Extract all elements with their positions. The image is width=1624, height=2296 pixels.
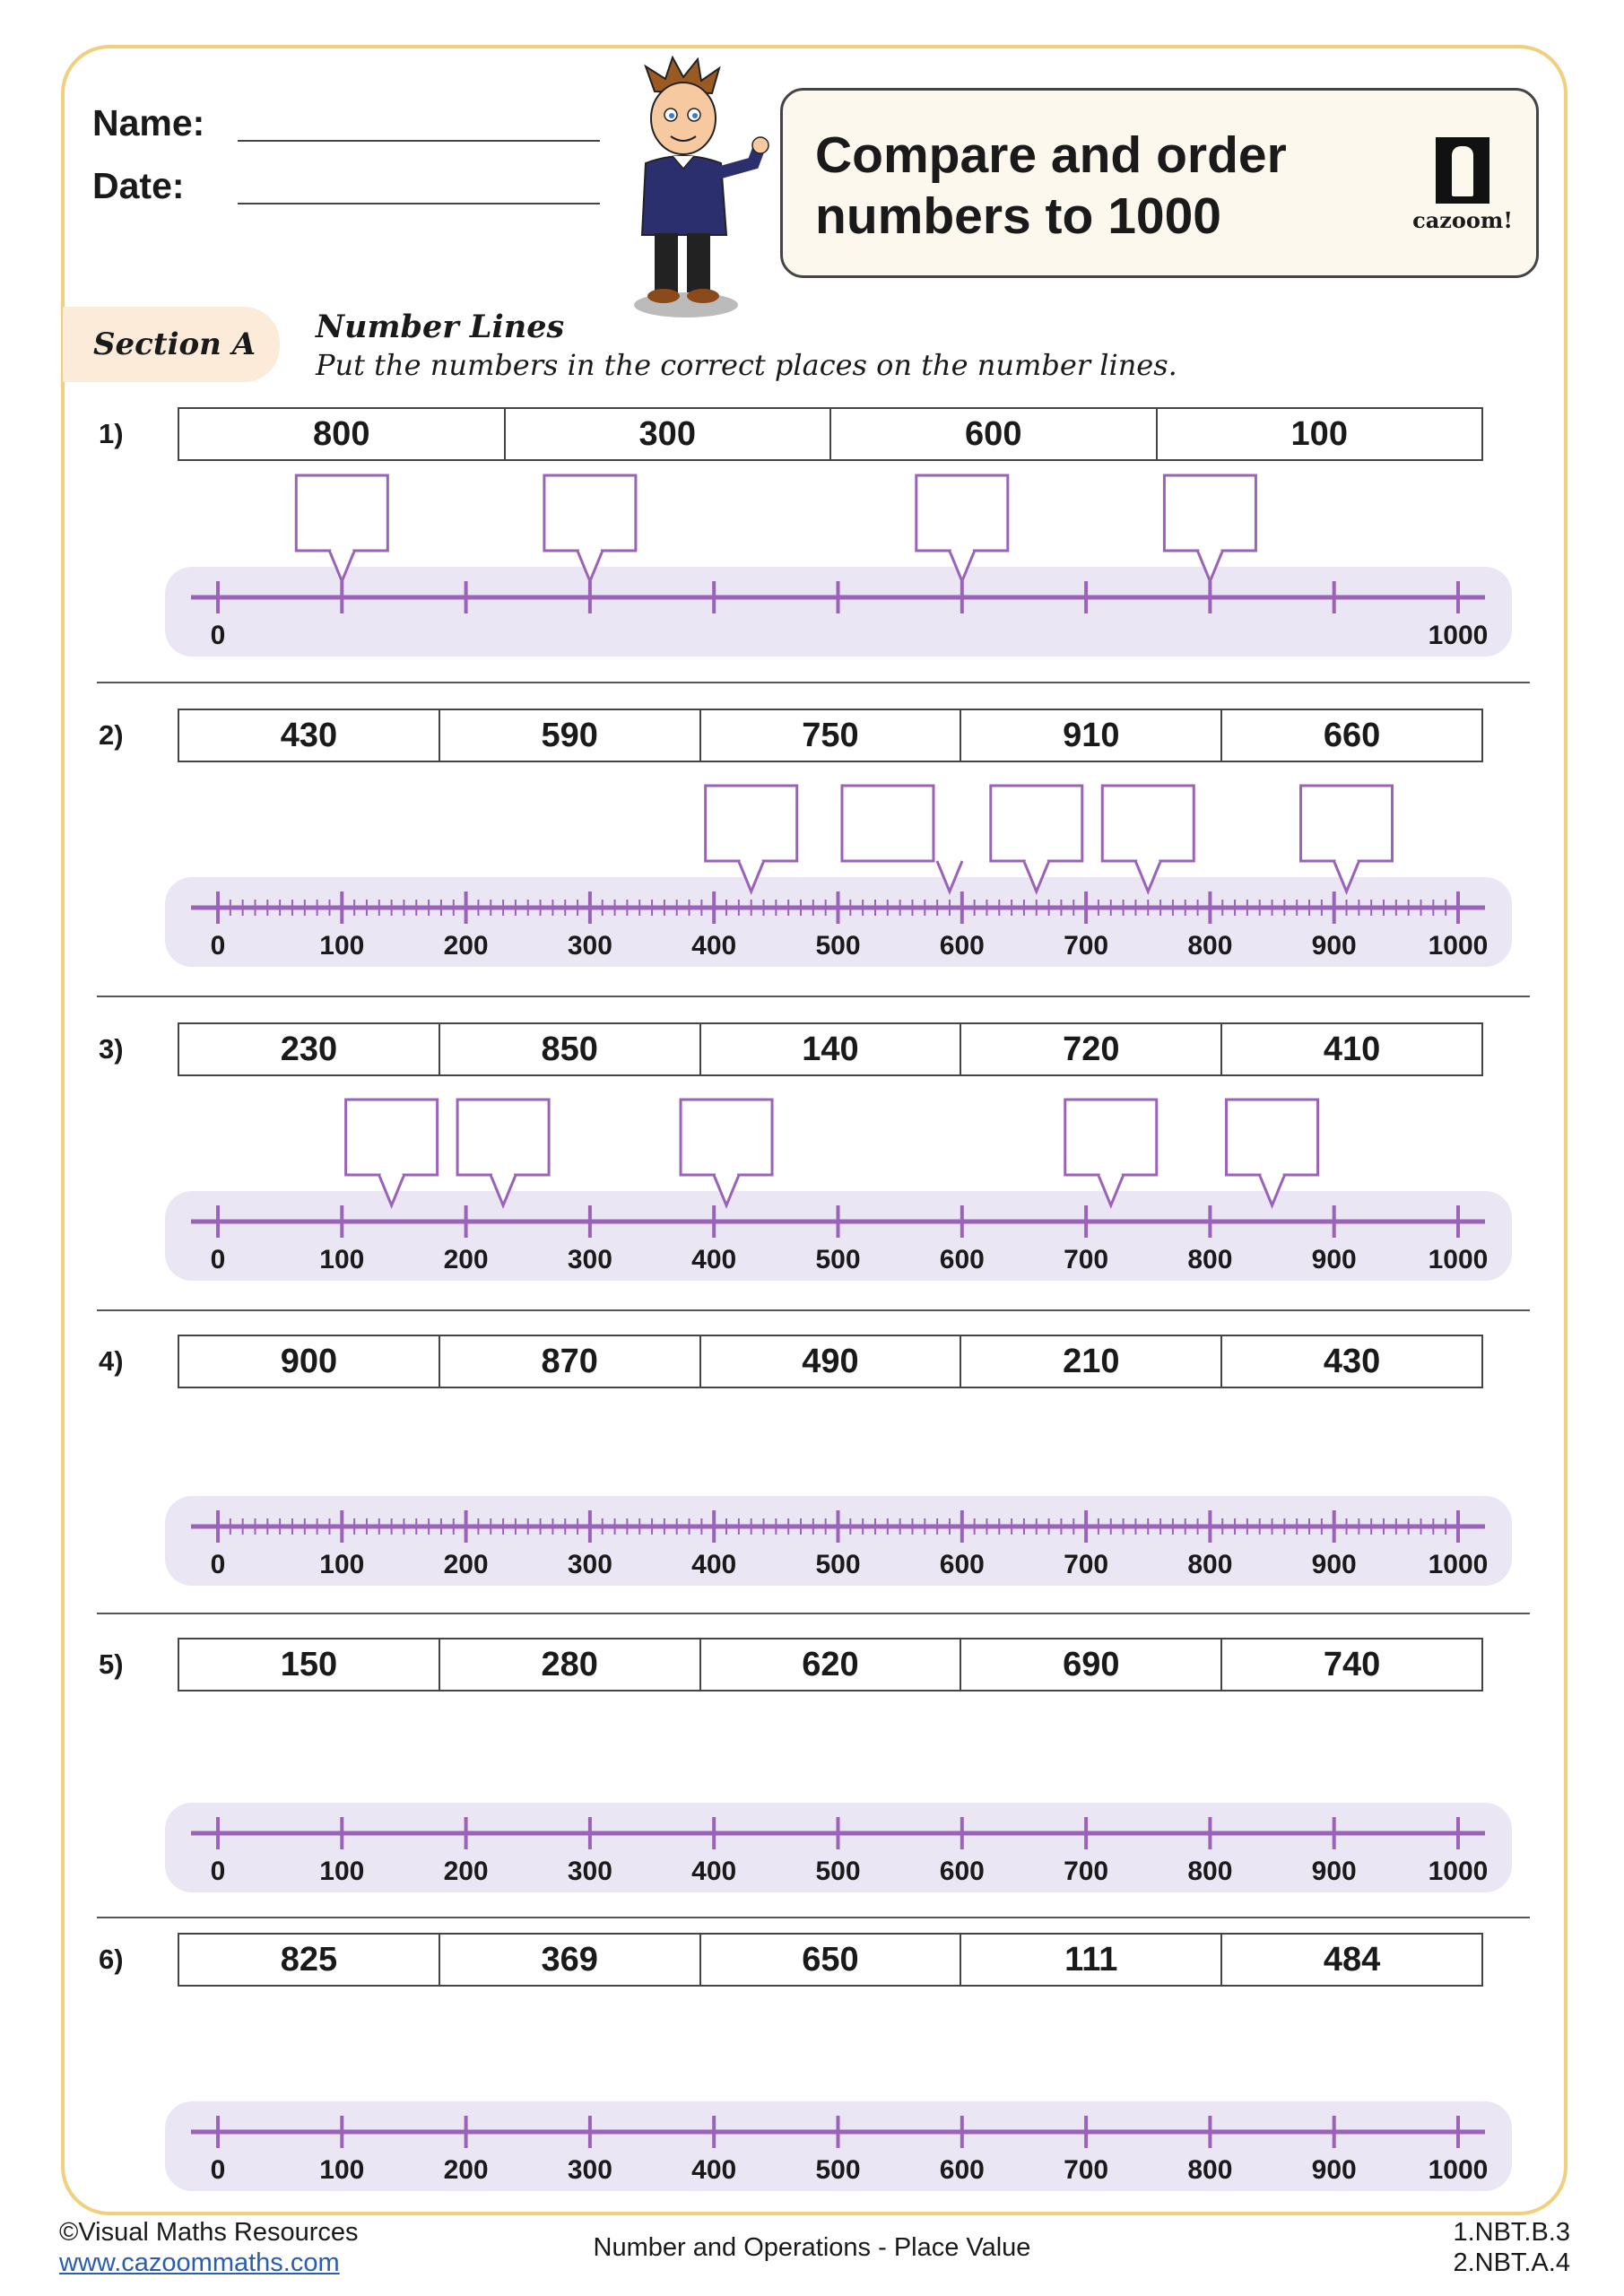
number-cell: 430 [179, 710, 440, 761]
question-number: 3) [99, 1033, 124, 1065]
website-link[interactable]: www.cazoommaths.com [59, 2248, 340, 2277]
tick-label: 700 [1064, 931, 1109, 961]
tick-label: 400 [691, 1245, 737, 1274]
number-cell: 825 [179, 1935, 440, 1985]
tick-label: 300 [567, 931, 612, 961]
number-cell: 720 [961, 1024, 1222, 1074]
answer-callout[interactable] [991, 786, 1082, 891]
question-divider [97, 1917, 1530, 1918]
tick-label: 1000 [1428, 1550, 1489, 1579]
number-cell: 600 [831, 409, 1158, 459]
tick-label: 700 [1064, 1245, 1109, 1274]
tick-label: 300 [567, 1245, 612, 1274]
tick-label: 800 [1187, 1245, 1233, 1274]
tick-label: 700 [1064, 2155, 1109, 2185]
tick-label: 600 [939, 2155, 985, 2185]
cazoom-logo [1409, 137, 1516, 233]
answer-callout[interactable] [457, 1100, 549, 1205]
answer-callout[interactable] [916, 475, 1008, 581]
tick-label: 300 [567, 2155, 612, 2185]
number-cell: 230 [179, 1024, 440, 1074]
number-row [178, 1335, 1483, 1388]
tick-label: 0 [210, 621, 226, 650]
section-instruction: Put the numbers in the correct places on the number lines. [316, 348, 1177, 382]
number-row [178, 709, 1483, 762]
number-cell: 900 [179, 1336, 440, 1387]
number-cell: 910 [961, 710, 1222, 761]
question-divider [97, 1613, 1530, 1614]
tick-label: 0 [210, 931, 226, 961]
tick-label: 500 [815, 2155, 861, 2185]
tick-label: 900 [1311, 931, 1357, 961]
name-field[interactable] [238, 140, 600, 142]
question-number: 6) [99, 1944, 124, 1975]
tick-label: 1000 [1428, 621, 1489, 650]
tick-label: 200 [443, 931, 489, 961]
number-cell: 410 [1323, 1030, 1381, 1068]
number-cell: 620 [701, 1639, 962, 1690]
number-line [0, 773, 1624, 970]
answer-callout[interactable] [1227, 1100, 1318, 1205]
number-cell: 100 [1290, 414, 1348, 453]
number-line [0, 1699, 1624, 1896]
number-cell: 210 [961, 1336, 1222, 1387]
tick-label: 700 [1064, 1550, 1109, 1579]
number-cell: 870 [440, 1336, 701, 1387]
number-cell: 650 [701, 1935, 962, 1985]
tick-label: 500 [815, 1857, 861, 1886]
tick-label: 0 [210, 1245, 226, 1274]
tick-label: 100 [319, 1245, 365, 1274]
tick-label: 0 [210, 1550, 226, 1579]
number-row [178, 1638, 1483, 1692]
tick-label: 800 [1187, 2155, 1233, 2185]
number-cell: 300 [506, 409, 832, 459]
tick-label: 1000 [1428, 931, 1489, 961]
number-line [0, 463, 1624, 660]
answer-callout[interactable] [346, 1100, 438, 1205]
tick-label: 800 [1187, 931, 1233, 961]
tick-label: 600 [939, 1245, 985, 1274]
number-line [0, 1087, 1624, 1284]
number-cell: 111 [961, 1935, 1222, 1985]
tick-label: 0 [210, 1857, 226, 1886]
number-row [178, 1022, 1483, 1076]
section-heading: Number Lines [316, 309, 565, 345]
number-cell: 750 [701, 710, 962, 761]
answer-callout[interactable] [296, 475, 387, 581]
logo-icon [1436, 137, 1489, 204]
tick-label: 500 [815, 1245, 861, 1274]
answer-callout[interactable] [842, 786, 962, 891]
tick-label: 800 [1187, 1550, 1233, 1579]
answer-callout[interactable] [544, 475, 636, 581]
tick-label: 1000 [1428, 1857, 1489, 1886]
tick-label: 400 [691, 931, 737, 961]
answer-callout[interactable] [1301, 786, 1393, 891]
tick-label: 0 [210, 2155, 226, 2185]
tick-label: 900 [1311, 2155, 1357, 2185]
number-cell: 369 [440, 1935, 701, 1985]
answer-callout[interactable] [1164, 475, 1255, 581]
title-box [780, 88, 1539, 278]
number-cell: 590 [440, 710, 701, 761]
tick-label: 100 [319, 1857, 365, 1886]
question-number: 1) [99, 418, 124, 449]
number-cell: 484 [1323, 1940, 1381, 1979]
number-line [0, 1997, 1624, 2195]
number-cell: 280 [440, 1639, 701, 1690]
number-line [0, 1392, 1624, 1589]
tick-label: 200 [443, 1245, 489, 1274]
footer-topic: Number and Operations - Place Value [593, 2233, 1031, 2262]
number-cell: 690 [961, 1639, 1222, 1690]
standard-1: 1.NBT.B.3 [1453, 2218, 1570, 2247]
question-number: 2) [99, 719, 124, 751]
tick-label: 1000 [1428, 1245, 1489, 1274]
number-cell: 850 [440, 1024, 701, 1074]
tick-label: 600 [939, 931, 985, 961]
number-cell: 150 [179, 1639, 440, 1690]
worksheet-title: Compare and order numbers to 1000 [815, 126, 1287, 245]
tick-label: 600 [939, 1857, 985, 1886]
number-cell: 430 [1323, 1342, 1381, 1380]
tick-label: 100 [319, 1550, 365, 1579]
section-tab [63, 307, 280, 382]
name-label: Name: [92, 102, 205, 144]
standard-2: 2.NBT.A.4 [1453, 2248, 1570, 2277]
tick-label: 200 [443, 1857, 489, 1886]
tick-label: 900 [1311, 1550, 1357, 1579]
answer-callout[interactable] [706, 786, 797, 891]
question-divider [97, 1309, 1530, 1311]
question-number: 4) [99, 1345, 124, 1377]
date-field[interactable] [238, 203, 600, 204]
tick-label: 200 [443, 2155, 489, 2185]
tick-label: 200 [443, 1550, 489, 1579]
question-number: 5) [99, 1648, 124, 1680]
question-divider [97, 996, 1530, 997]
date-label: Date: [92, 165, 185, 206]
tick-label: 400 [691, 1857, 737, 1886]
answer-callout[interactable] [1102, 786, 1194, 891]
tick-label: 800 [1187, 1857, 1233, 1886]
number-cell: 740 [1323, 1645, 1381, 1683]
number-row [178, 407, 1483, 461]
section-label: Section A [93, 326, 256, 362]
tick-label: 100 [319, 2155, 365, 2185]
question-divider [97, 682, 1530, 683]
number-row [178, 1933, 1483, 1987]
answer-callout[interactable] [681, 1100, 772, 1205]
answer-callout[interactable] [1065, 1100, 1157, 1205]
tick-label: 500 [815, 931, 861, 961]
logo-text: cazoom! [1412, 207, 1513, 233]
tick-label: 600 [939, 1550, 985, 1579]
tick-label: 400 [691, 1550, 737, 1579]
footer-standards [1453, 2217, 1570, 2278]
tick-label: 300 [567, 1550, 612, 1579]
number-cell: 800 [179, 409, 506, 459]
tick-label: 700 [1064, 1857, 1109, 1886]
number-cell: 490 [701, 1336, 962, 1387]
number-cell: 660 [1323, 716, 1381, 754]
tick-label: 300 [567, 1857, 612, 1886]
tick-label: 900 [1311, 1857, 1357, 1886]
number-cell: 140 [701, 1024, 962, 1074]
tick-label: 1000 [1428, 2155, 1489, 2185]
copyright-text: ©Visual Maths Resources [59, 2218, 359, 2247]
tick-label: 400 [691, 2155, 737, 2185]
tick-label: 500 [815, 1550, 861, 1579]
tick-label: 900 [1311, 1245, 1357, 1274]
mascot-illustration [619, 56, 780, 325]
tick-label: 100 [319, 931, 365, 961]
